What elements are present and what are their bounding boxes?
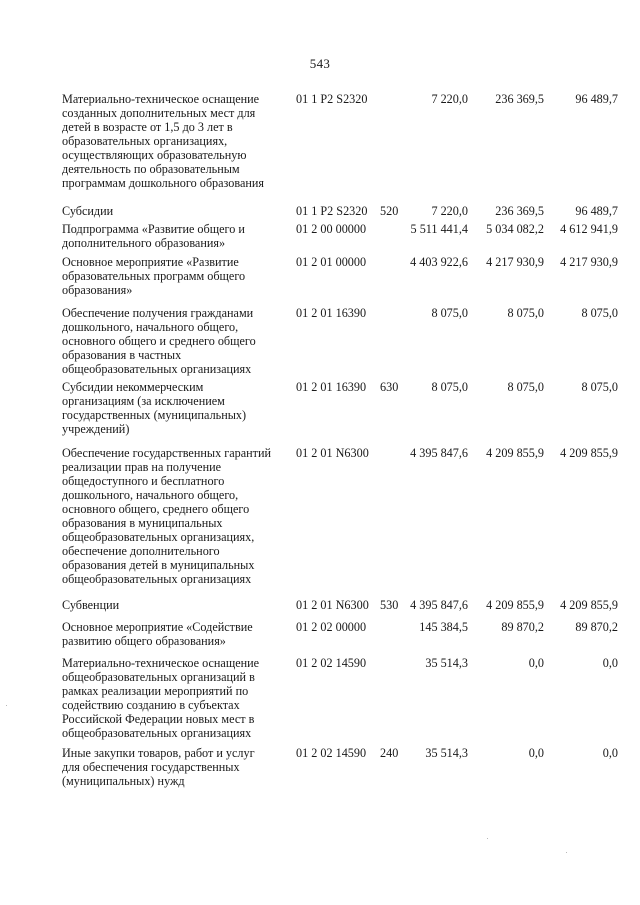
row-value-2: 236 369,5	[495, 92, 544, 106]
row-value-3: 0,0	[602, 656, 618, 670]
row-vr: 520	[380, 204, 399, 218]
row-value-2: 89 870,2	[501, 620, 544, 634]
row-value-1: 8 075,0	[431, 306, 468, 320]
row-code: 01 2 02 14590	[296, 656, 367, 670]
row-value-2: 0,0	[528, 656, 544, 670]
row-code: 01 1 P2 S2320	[296, 92, 368, 106]
row-value-1: 35 514,3	[425, 656, 468, 670]
row-name: Иные закупки товаров, работ и услуг для обеспечения государственных (муниципальных) нужд	[62, 746, 255, 788]
row-value-1: 4 395 847,6	[410, 598, 468, 612]
row-vr: 530	[380, 598, 399, 612]
row-code: 01 2 02 14590	[296, 746, 367, 760]
row-value-3: 4 209 855,9	[560, 446, 618, 460]
row-name: Основное мероприятие «Содействие развитию общего образования»	[62, 620, 253, 648]
row-code: 01 2 00 00000	[296, 222, 367, 236]
row-vr: 630	[380, 380, 399, 394]
row-value-2: 4 209 855,9	[486, 598, 544, 612]
row-value-2: 4 217 930,9	[486, 255, 544, 269]
row-code: 01 2 02 00000	[296, 620, 367, 634]
row-value-2: 236 369,5	[495, 204, 544, 218]
scan-speck	[6, 705, 7, 706]
row-value-1: 8 075,0	[431, 380, 468, 394]
row-vr: 240	[380, 746, 399, 760]
row-code: 01 2 01 16390	[296, 380, 367, 394]
row-value-3: 8 075,0	[581, 380, 618, 394]
row-value-3: 4 209 855,9	[560, 598, 618, 612]
row-value-1: 5 511 441,4	[410, 222, 468, 236]
row-name: Основное мероприятие «Развитие образовательных программ общего образования»	[62, 255, 246, 297]
row-name: Обеспечение государственных гарантий реализации прав на получение общедоступного и бесплатного дошкольного, начального общего, основного общего, среднего общего образования в муниципальных общеобразовательных организациях, обеспечение дополнительного образования детей в муниципальных общеобразовательных организациях	[62, 446, 272, 586]
row-code: 01 1 P2 S2320	[296, 204, 368, 218]
row-value-3: 4 217 930,9	[560, 255, 618, 269]
row-value-3: 4 612 941,9	[560, 222, 618, 236]
row-value-1: 35 514,3	[425, 746, 468, 760]
page-number: 543	[309, 56, 331, 71]
row-name: Материально-техническое оснащение созданных дополнительных мест для детей в возрасте от 1,5 до 3 лет в образовательных организациях, осуществляющих образовательную деятельность по образовательным программам дошкольного образования	[62, 92, 265, 190]
row-value-3: 96 489,7	[575, 204, 618, 218]
row-code: 01 2 01 N6300	[296, 446, 369, 460]
row-name: Материально-техническое оснащение общеобразовательных организаций в рамках реализации мероприятий по содействию созданию в субъектах Российской Федерации новых мест в общеобразовательных организациях	[62, 656, 260, 740]
row-value-1: 4 395 847,6	[410, 446, 468, 460]
row-code: 01 2 01 00000	[296, 255, 367, 269]
row-value-2: 5 034 082,2	[486, 222, 544, 236]
row-value-3: 0,0	[602, 746, 618, 760]
scan-speck	[487, 838, 488, 839]
row-value-2: 8 075,0	[507, 380, 544, 394]
row-value-1: 4 403 922,6	[410, 255, 468, 269]
row-value-1: 7 220,0	[431, 204, 468, 218]
row-value-2: 0,0	[528, 746, 544, 760]
row-value-2: 4 209 855,9	[486, 446, 544, 460]
row-value-1: 145 384,5	[419, 620, 468, 634]
row-value-3: 96 489,7	[575, 92, 618, 106]
row-code: 01 2 01 N6300	[296, 598, 369, 612]
row-name: Обеспечение получения гражданами дошкольного, начального общего, основного общего и среднего общего образования в частных общеобразовательных организациях	[62, 306, 256, 376]
row-name: Субвенции	[62, 598, 120, 612]
row-code: 01 2 01 16390	[296, 306, 367, 320]
row-value-3: 89 870,2	[575, 620, 618, 634]
row-value-3: 8 075,0	[581, 306, 618, 320]
row-name: Подпрограмма «Развитие общего и дополнительного образования»	[62, 222, 245, 250]
row-name: Субсидии	[62, 204, 114, 218]
scan-speck	[566, 852, 567, 853]
row-name: Субсидии некоммерческим организациям (за исключением государственных (муниципальных) учреждений)	[62, 380, 247, 436]
row-value-1: 7 220,0	[431, 92, 468, 106]
row-value-2: 8 075,0	[507, 306, 544, 320]
